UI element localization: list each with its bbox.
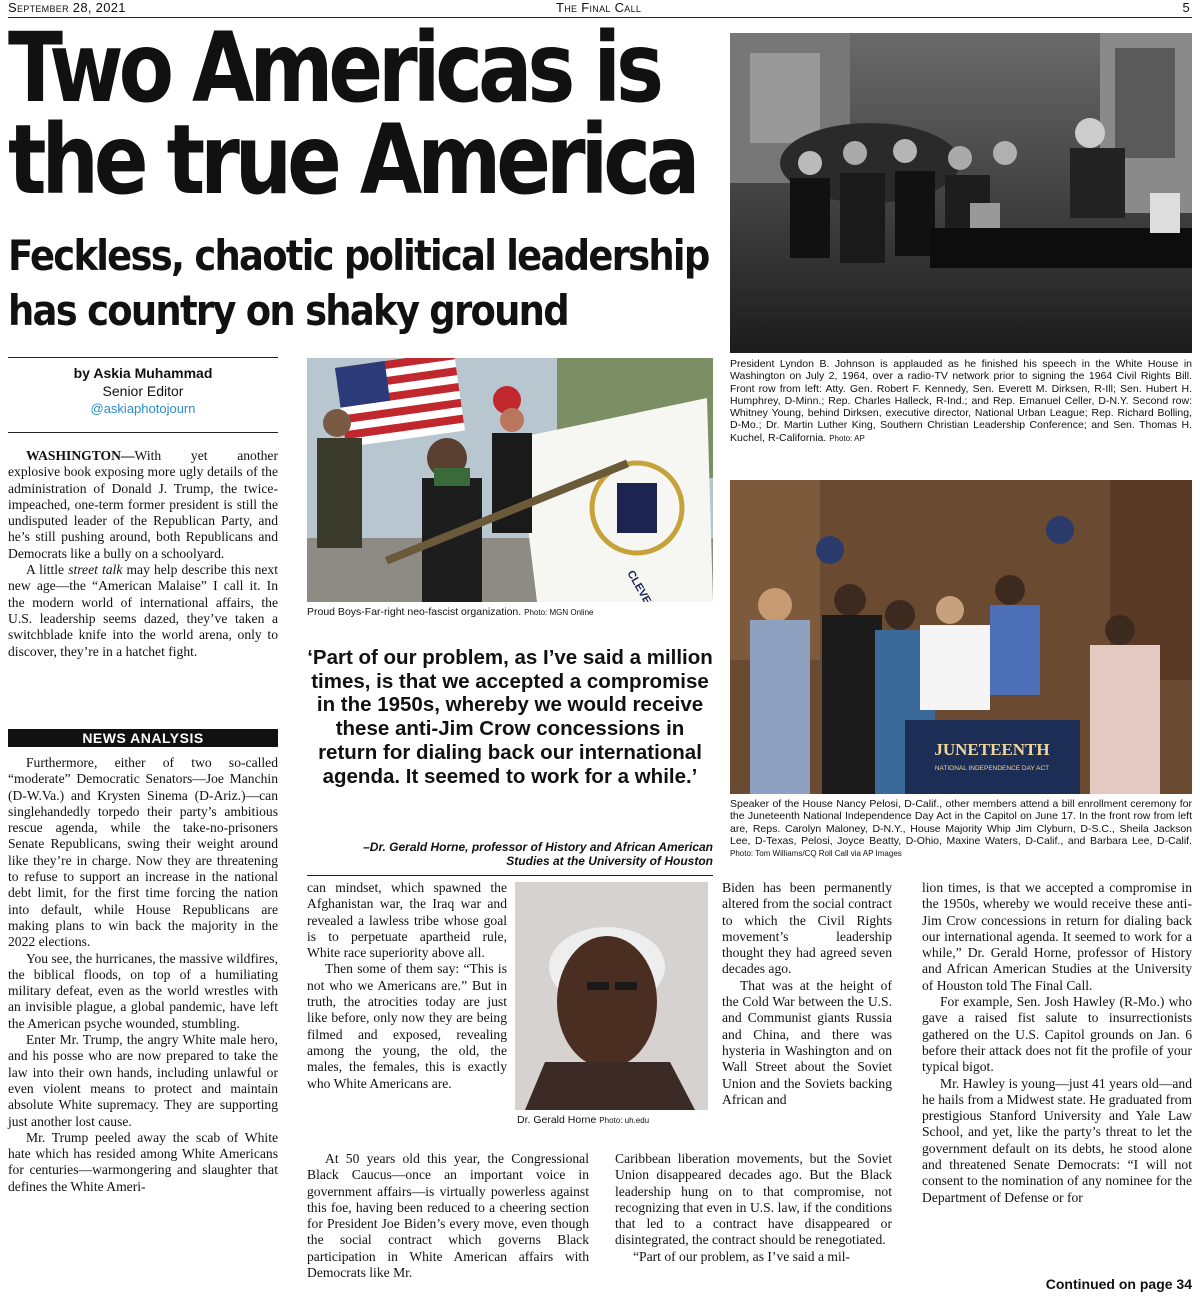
pull-quote: ‘Part of our problem, as I’ve said a million times, is that we accepted a compromise in the 1950s, whereby we would receive these anti-Jim Crow concessions in return for dialing back our international agenda. It seemed to work for a while.’ — [307, 646, 713, 788]
proud-boys-photo-caption — [307, 606, 713, 619]
continued-on-page-link[interactable]: Continued on page 34 — [1045, 1276, 1192, 1292]
article-paragraph: can mindset, which spawned the Afghanistan war, the Iraq war and revealed a lawless tribe whose goal is to perpetuate apartheid rule, White race superiority above all. — [307, 880, 507, 961]
article-paragraph: Enter Mr. Trump, the angry White male hero, and his posse who are now prepared to take the law into their own hands, including unlawful or even violent means to protect and maintain absolute White supremacy. They are supporting just another lost cause. — [8, 1032, 278, 1129]
pull-quote-attribution — [307, 840, 713, 868]
issue-date: September 28, 2021 — [8, 0, 126, 15]
attribution-line-1: –Dr. Gerald Horne, professor of History and African American — [363, 840, 713, 854]
article-column-4 — [922, 880, 1192, 1206]
proud-boys-photo — [307, 358, 713, 602]
dateline: WASHINGTON— — [26, 448, 135, 463]
article-column-3-continued — [615, 1151, 892, 1265]
subheadline-line-2: has country on shaky ground — [8, 286, 568, 335]
subheadline — [8, 228, 709, 338]
article-paragraph: You see, the hurricanes, the massive wildfires, the biblical floods, on top of a humiliating military defeat, even as the world wrestles with an invisible plague, a global pandemic, have left the American psyche wounded, stumbling. — [8, 950, 278, 1031]
juneteenth-photo-caption — [730, 798, 1192, 860]
article-paragraph-continued: may help describe this next new age—the “American Malaise” I call it. In the modern world of international affairs, the U.S. leadership seems dazed, they’ve taken a switchblade knife into the world arena, only to discover, they’re in a hatchet fight. — [8, 562, 279, 659]
gerald-horne-photo — [515, 882, 708, 1110]
article-paragraph: “Part of our problem, as I’ve said a mil- — [633, 1248, 851, 1264]
byline-title: Senior Editor — [102, 383, 184, 399]
article-paragraph: Furthermore, either of two so-called “moderate” Democratic Senators—Joe Manchin (D-W.Va.) and Krysten Sinema (D-Ariz.)—can singlehandedly torpedo their party’s ambitious rescue agenda, while the take-no-prisoners Senate Republicans, swing their weight around like they’re in charge. Now they are threatening to refuse to support an increase in the national debt limit, for the first time forcing the nation into default, while House Republicans are making plans to win back the majority in the 2022 elections. — [8, 755, 278, 950]
subheadline-line-1: Feckless, chaotic political leadership — [8, 231, 709, 280]
article-paragraph: lion times, is that we accepted a compromise in the 1950s, whereby we would receive these anti-Jim Crow concessions in return for dialing back our international agenda. It seemed to work for a while,” Dr. Gerald Horne, professor of History and African American Studies at the University of Houston told The Final Call. — [922, 880, 1192, 993]
juneteenth-photo-credit: Photo: Tom Williams/CQ Roll Call via AP Images — [730, 849, 902, 859]
juneteenth-caption-text: Speaker of the House Nancy Pelosi, D-Calif., other members attend a bill enrollment ceremony for the Juneteenth National Independence Day Act in the Capitol on June 17. In the front row from left are, Reps. Carolyn Maloney, D-N.Y., House Majority Whip Jim Clyburn, D-S.C., Sheila Jackson Lee, D-Texas, Pelosi, Joyce Beatty, D-Ohio, Maxine Waters, D-Calif., and Barbara Lee, D-Calif. — [730, 798, 1192, 847]
gerald-horne-photo-caption — [517, 1114, 707, 1127]
attribution-line-2: Studies at the University of Houston — [506, 854, 713, 868]
article-column-1 — [8, 448, 278, 660]
byline-rule — [8, 357, 278, 358]
podium-title: JUNETEENTH — [934, 740, 1050, 759]
podium-subtitle: NATIONAL INDEPENDENCE DAY ACT — [934, 765, 1050, 772]
horne-photo-credit: Photo: uh.edu — [599, 1116, 650, 1125]
headline-line-1: Two Americas is — [8, 12, 659, 124]
byline — [8, 364, 278, 417]
publication-name: The Final Call — [556, 0, 642, 15]
lbj-photo-credit: Photo: AP — [829, 433, 865, 443]
byline-author: by Askia Muhammad — [73, 365, 213, 381]
page-number: 5 — [1182, 0, 1190, 15]
lbj-photo-caption — [730, 358, 1192, 445]
juneteenth-signing-photo — [730, 480, 1192, 794]
article-paragraph: A little — [26, 562, 69, 578]
lbj-signing-photo — [730, 33, 1192, 353]
proud-boys-caption-text: Proud Boys-Far-right neo-fascist organization. — [307, 606, 522, 618]
article-column-1-continued — [8, 755, 278, 1195]
article-paragraph: At 50 years old this year, the Congressional Black Caucus—once an important voice in government affairs—is virtually powerless against this foe, having been reduced to a cheering section for President Joe Biden’s every move, even though the social contract which governs Black participation in White American affairs with Democrats like Mr. — [307, 1151, 589, 1281]
article-paragraph: Mr. Trump peeled away the scab of White hate which has resided among White Americans for centuries—warmongering and slaughter that defines the White Ameri- — [8, 1129, 278, 1194]
headline — [8, 12, 696, 216]
lbj-caption-text: President Lyndon B. Johnson is applauded as he finished his speech in the White House in Washington on July 2, 1964, over a radio-TV network prior to signing the 1964 Civil Rights Bill. Front row from left: Atty. Gen. Robert F. Kennedy, Sen. Everett M. Dirksen, R-Ill; Sen. Hubert H. Humphrey, D-Minn.; Rep. Charles Halleck, R-Ind.; and Rep. Emanuel Celler, D-N.Y. Second row: Whitney Young, behind Dirksen, executive director, National Urban League; Rep. Richard Bolling, D-Mo.; Dr. Martin Luther King, Southern Christian Leadership Conference; and Sen. Thomas H. Kuchel, R-California. — [730, 358, 1192, 444]
article-column-2-continued — [307, 1151, 589, 1281]
proud-boys-photo-credit: Photo: MGN Online — [524, 608, 594, 617]
article-paragraph: Biden has been permanently altered from the social contract to which the Civil Rights movement’s leadership thought they had agreed seven decades ago. — [722, 880, 892, 977]
proud-boys-photo-image — [307, 358, 713, 602]
article-column-2 — [307, 880, 507, 1092]
article-paragraph: That was at the height of the Cold War between the U.S. and Communist giants Russia and China, and there was hysteria in Washington and on Wall Street about the Soviet Union and the Soviets backing African and — [722, 977, 892, 1107]
news-analysis-label: NEWS ANALYSIS — [8, 729, 278, 747]
byline-bottom-rule — [8, 432, 278, 433]
horne-caption-text: Dr. Gerald Horne — [517, 1114, 597, 1126]
headline-line-2: the true America — [8, 104, 696, 216]
article-paragraph-continued: Caribbean liberation movements, but the Soviet Union disappeared decades ago. But the Black leadership hung on to that compromise, not recognizing that even in U.S. law, if the conditions that led to a contract have disappeared or disintegrated, the contract should be renegotiated. — [615, 1151, 892, 1248]
article-column-3 — [722, 880, 892, 1108]
article-paragraph: Then some of them say: “This is not who we Americans are.” But in truth, the atrocities today are just like before, only now they are being filmed and exposed, revealing among the young, the old, the males, the females, this is exactly who White Americans are. — [307, 961, 507, 1091]
street-talk-emphasis: street talk — [68, 562, 123, 578]
lbj-photo-image — [730, 33, 1192, 353]
pull-quote-rule — [307, 875, 713, 876]
byline-handle: @askiaphotojourn — [90, 401, 196, 416]
gerald-horne-photo-image — [515, 882, 708, 1110]
article-paragraph: For example, Sen. Josh Hawley (R-Mo.) who gave a raised fist salute to insurrectionists gathered on the U.S. Capitol grounds on Jan. 6 before their attack does not fit the profile of your typical bigot. — [922, 994, 1192, 1075]
article-paragraph: With yet another explosive book exposing more ugly details of the administration of Donald J. Trump, the twice-impeached, one-term former president is still the undisputed leader of the Republican Party, and he’s still pushing around, both Republicans and Democrats like a bully on a schoolyard. — [8, 448, 278, 561]
article-paragraph: Mr. Hawley is young—just 41 years old—and he hails from a Midwest state. He graduated from prestigious Stanford University and Yale Law School, and yet, like the party’s threat to let the government default on its debts, he stood alone and threatened Senate Democrats: “I will not consent to the nomination of any nominee for the Department of Defense or for — [922, 1075, 1192, 1205]
juneteenth-photo-image — [730, 480, 1192, 794]
